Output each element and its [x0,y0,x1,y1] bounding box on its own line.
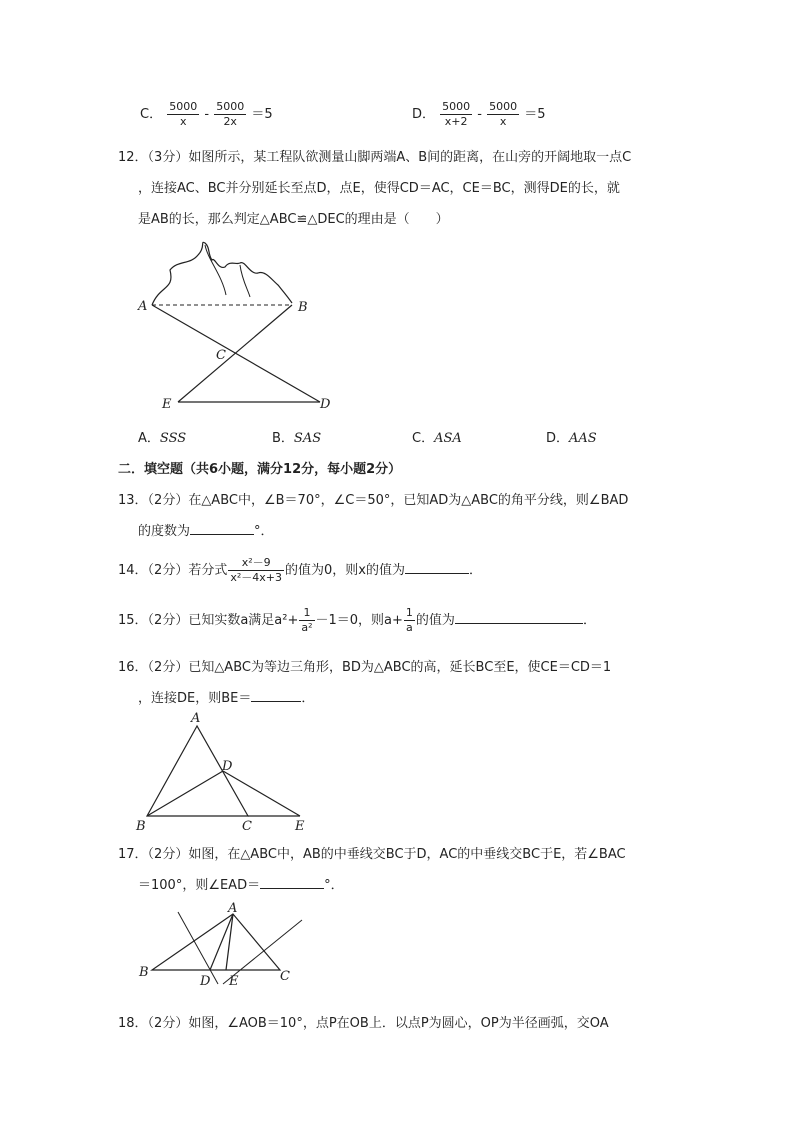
point-b-label: B [139,965,149,980]
equation-tail: ＝5 [524,107,546,122]
point-e-label: E [295,819,305,834]
point-b-label: B [136,819,146,834]
text: ． [301,691,315,706]
numerator: 5000 [216,100,245,113]
fraction [440,100,472,129]
answer-blank [251,689,301,702]
fraction [487,100,519,129]
numerator: 5000 [169,100,198,113]
text: 的值为 [415,613,455,628]
numerator: 1 [299,606,314,621]
point-d-label: D [200,974,211,989]
option-value: ASA [434,431,462,446]
mountain-outline [152,242,292,305]
answer-blank [260,876,324,889]
point-b-label: B [298,300,308,315]
mountain-ridge [240,265,250,297]
mountain-ridge [205,245,226,295]
section-title: 二．填空题（共6小题，满分12分，每小题2分） [118,462,402,477]
q11-option-d [412,100,546,129]
triangle-abc [152,914,280,970]
minus-sign: - [477,107,482,122]
text: ，连接DE，则BE＝ [138,691,252,706]
q14-text [118,556,482,585]
text: ． [582,613,596,628]
answer-blank [455,611,583,624]
option-label: D． [412,107,436,122]
option-value: SAS [293,431,322,446]
q17-text-line2 [138,874,344,893]
text: °． [254,524,274,539]
segment-de [223,771,300,816]
option-label: C． [140,107,163,122]
q13-text-line1: 13．（2分）在△ABC中，∠B＝70°，∠C＝50°，已知AD为△ABC的角平分线，则∠BAD [118,493,629,508]
q12-text-line2: ，连接AC、BC并分别延长至点D，点E，使得CD＝AC，CE＝BC，测得DE的长，就 [138,181,620,196]
segment-bd [147,771,223,816]
q11-option-c [140,100,273,129]
answer-blank [405,561,469,574]
numerator: 5000 [489,100,518,113]
minus-sign: - [204,107,210,122]
text: ＝100°，则∠EAD＝ [138,878,261,893]
triangle-abc [147,726,248,816]
q17-figure [130,900,310,995]
q13-text-line2 [138,520,274,539]
q15-text [118,606,596,635]
q12-text-line3: 是AB的长，那么判定△ABC≌△DEC的理由是（ ） [138,212,449,227]
segment-ad [152,305,320,402]
point-a-label: A [191,711,201,726]
point-c-label: C [216,348,226,363]
denominator: x²－4x+3 [230,571,282,584]
text: 15．（2分）已知实数a满足a²+ [118,613,299,628]
denominator: a [406,621,413,634]
option-value: AAS [569,431,597,446]
point-e-label: E [229,974,239,989]
text: 14．（2分）若分式 [118,563,228,578]
q12-figure [130,235,340,420]
denominator: x [179,115,187,128]
q18-text-line1: 18．（2分）如图，∠AOB＝10°，点P在OB上．以点P为圆心，OP为半径画弧，交OA [118,1016,609,1031]
point-d-label: D [222,759,233,774]
denominator: 2x [223,115,237,128]
numerator: 5000 [442,100,471,113]
text: ． [468,563,482,578]
option-label: C． [412,431,435,446]
denominator: x+2 [444,115,468,128]
fraction [214,100,246,129]
denominator: a² [301,621,313,634]
q12-option-a [138,427,186,446]
option-label: A． [138,431,160,446]
point-e-label: E [162,397,172,412]
q17-text-line1: 17．（2分）如图，在△ABC中，AB的中垂线交BC于D，AC的中垂线交BC于E，若∠BAC [118,847,626,862]
text: 的值为0，则x的值为 [284,563,405,578]
q12-text-line1: 12．（3分）如图所示，某工程队欲测量山脚两端A、B间的距离，在山旁的开阔地取一点C [118,150,632,165]
point-c-label: C [242,819,252,834]
q16-text-line2 [138,687,314,706]
equation-tail: ＝5 [251,107,273,122]
point-c-label: C [280,969,290,984]
fraction [404,606,415,635]
option-label: D． [546,431,570,446]
point-a-label: A [138,299,148,314]
numerator: x²－9 [228,556,284,571]
point-d-label: D [320,397,331,412]
answer-blank [190,522,254,535]
option-value: SSS [159,431,187,446]
fraction [167,100,199,129]
point-a-label: A [228,901,238,916]
option-label: B． [272,431,294,446]
text: 的度数为 [138,524,191,539]
q16-text-line1: 16．（2分）已知△ABC为等边三角形，BD为△ABC的高，延长BC至E，使CE＝CD＝1 [118,660,612,675]
fraction [299,606,314,635]
text: －1＝0，则a+ [315,613,403,628]
numerator: 1 [405,606,413,619]
q16-figure [130,708,320,838]
denominator: x [499,115,507,128]
segment-be [178,305,292,402]
text: °． [324,878,344,893]
q12-option-c [412,427,462,446]
q12-option-b [272,427,321,446]
fraction [228,556,284,585]
q12-option-d [546,427,597,446]
